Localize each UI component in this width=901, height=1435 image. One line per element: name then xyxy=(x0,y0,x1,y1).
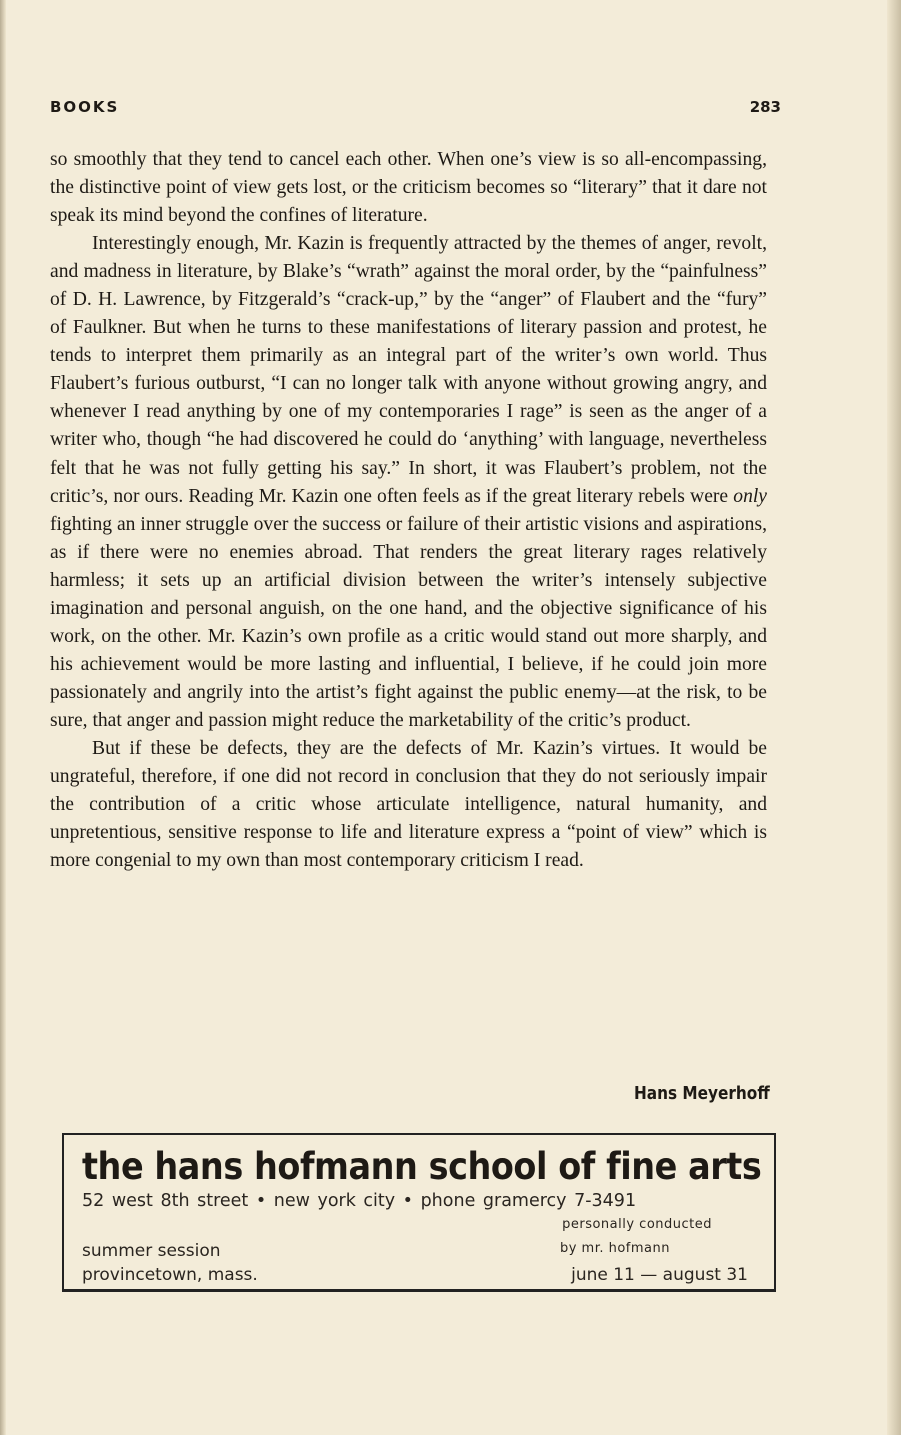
ad-dates: june 11 — august 31 xyxy=(571,1265,748,1285)
ad-location: provincetown, mass. xyxy=(82,1265,258,1285)
running-head xyxy=(50,98,781,116)
page-number: 283 xyxy=(749,98,781,116)
paragraph-1: so smoothly that they tend to cancel each other. When one’s view is so all-encompassing, the distinctive point of view gets lost, or the criticism becomes so “literary” that it dare not speak its mind beyond the confines of literature. xyxy=(50,149,767,227)
ad-session: summer session xyxy=(82,1241,221,1261)
section-title: BOOKS xyxy=(50,98,120,116)
paragraph-3: But if these be defects, they are the defects of Mr. Kazin’s virtues. It would be ungrateful, therefore, if one did not record in conclusion that they do not seriously impair the contribution of a critic whose articulate intelligence, natural humanity, and unpretentious, sensitive response to life and literature express a “point of view” which is more congenial to my own than most contemporary criticism I read. xyxy=(50,737,767,872)
emphasis-only: only xyxy=(733,485,767,507)
author-signature: Hans Meyerhoff xyxy=(634,1083,770,1104)
paragraph-2 xyxy=(50,230,767,735)
ad-address: 52 west 8th street • new york city • phone gramercy 7-3491 xyxy=(82,1191,637,1211)
ad-note-personally-conducted: personally conducted xyxy=(562,1217,712,1232)
ad-title: the hans hofmann school of fine arts xyxy=(82,1145,762,1188)
article-body xyxy=(50,146,767,875)
page-right-edge-shadow xyxy=(887,0,901,1435)
page-left-edge-shadow xyxy=(0,0,6,1435)
paragraph-2-part-1: Interestingly enough, Mr. Kazin is frequently attracted by the themes of anger, revolt, and madness in literature, by Blake’s “wrath” against the moral order, by the “painfulness” of D. H. Lawrence, by Fitzgerald’s “crack-up,” by the “anger” of Flaubert and the “fury” of Faulkner. But when he turns to these manifestations of literary passion and protest, he tends to interpret them primarily as an integral part of the writer’s own world. Thus Flaubert’s furious outburst, “I can no longer talk with anyone without growing angry, and whenever I read anything by one of my contemporaries I rage” is seen as the anger of a writer who, though “he had discovered he could do ‘anything’ with language, nevertheless felt that he was not fully getting his say.” In short, it was Flaubert’s problem, not the critic’s, nor ours. Reading Mr. Kazin one often feels as if the great literary rebels were xyxy=(50,233,767,507)
ad-note-by-hofmann: by mr. hofmann xyxy=(559,1241,670,1256)
paragraph-2-part-2: fighting an inner struggle over the success or failure of their artistic visions and aspirations, as if there were no enemies abroad. That renders the great literary rages relatively harmless; it sets up an artificial division between the writer’s intensely subjective imagination and personal anguish, on the one hand, and the objective significance of his work, on the other. Mr. Kazin’s own profile as a critic would stand out more sharply, and his achievement would be more lasting and influential, I believe, if he could join more passionately and angrily into the artist’s fight against the public enemy—at the risk, to be sure, that anger and passion might reduce the marketability of the critic’s product. xyxy=(50,513,767,731)
advertisement-box xyxy=(62,1133,776,1292)
